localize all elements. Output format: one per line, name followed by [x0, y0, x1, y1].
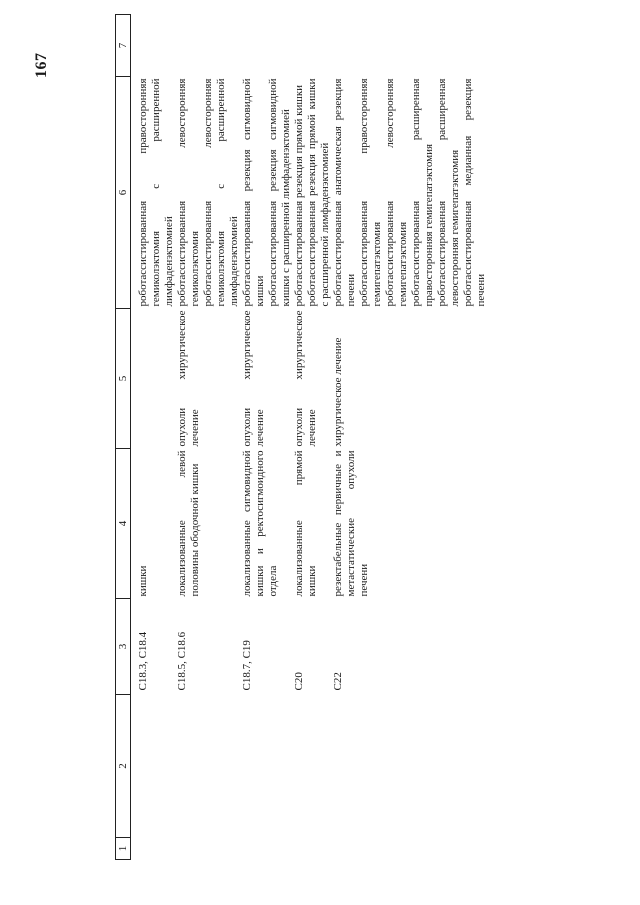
- diagnosis-cell: локализованные левой половины ободочной кишки: [176, 450, 201, 597]
- col-header-6: 6: [116, 77, 131, 309]
- col-header-1: 1: [116, 838, 131, 860]
- method-cell: [131, 77, 177, 309]
- method-item: роботассистированная резекция прямой кишки: [293, 84, 305, 307]
- page-number: 167: [33, 52, 50, 78]
- method-item: роботассистированная правосторонняя гемигепатэктомия: [358, 78, 383, 307]
- diagnosis-cell: резектабельные первичные и метастатические опухоли печени: [332, 450, 370, 597]
- col-header-5: 5: [116, 309, 131, 449]
- method-cell: [332, 77, 488, 309]
- col-header-7: 7: [116, 15, 131, 77]
- icd-code-cell: C18.3, C18.4: [137, 631, 149, 691]
- method-item: роботассистированная левосторонняя гемиколэктомия с расширенной лимфаденэктомией: [202, 78, 240, 307]
- method-item: роботассистированная расширенная правосторонняя гемигепатэктомия: [410, 78, 435, 307]
- table-row: [293, 15, 332, 860]
- table-row: [176, 15, 241, 860]
- diagnosis-cell: локализованные сигмовидной кишки и ректосигмоидного отдела: [241, 450, 279, 597]
- icd-code-cell: C18.5, C18.6: [176, 631, 188, 691]
- header-row: [116, 15, 131, 860]
- method-item: роботассистированная расширенная левосторонняя гемигепатэктомия: [436, 78, 461, 307]
- table-row: [332, 15, 488, 860]
- method-cell: [293, 77, 332, 309]
- table-row: [131, 15, 177, 860]
- treatment-type-cell: опухоли хирургическое лечение: [241, 310, 266, 447]
- medical-procedures-table: [115, 14, 488, 860]
- col-header-3: 3: [116, 599, 131, 695]
- method-item: роботассистированная медианная резекция печени: [462, 78, 487, 307]
- method-cell: [241, 77, 293, 309]
- method-item: роботассистированная правосторонняя гемиколэктомия с расширенной лимфаденэктомией: [137, 78, 175, 307]
- method-item: роботассистированная анатомическая резекция печени: [332, 78, 357, 307]
- icd-code-cell: C22: [332, 672, 344, 691]
- method-item: роботассистированная резекция сигмовидной кишки с расширенной лимфаденэктомией: [267, 78, 292, 307]
- rotated-page: [33, 15, 610, 860]
- diagnosis-cell: локализованные прямой кишки: [293, 450, 318, 597]
- col-header-4: 4: [116, 449, 131, 599]
- icd-code-cell: C20: [293, 672, 305, 691]
- diagnosis-cell: кишки: [137, 565, 149, 597]
- method-cell: [176, 77, 241, 309]
- treatment-type-cell: опухоли хирургическое лечение: [176, 310, 201, 447]
- treatment-type-cell: хирургическое лечение: [332, 337, 344, 447]
- method-item: роботассистированная левосторонняя гемигепатэктомия: [384, 78, 409, 307]
- method-item: роботассистированная резекция сигмовидной кишки: [241, 78, 266, 307]
- method-item: роботассистированная резекция прямой кишки с расширенной лимфаденэктомией: [306, 78, 331, 307]
- col-header-2: 2: [116, 695, 131, 838]
- icd-code-cell: C18.7, C19: [241, 640, 253, 691]
- treatment-type-cell: опухоли хирургическое лечение: [293, 310, 318, 447]
- treatment-type-cell: [131, 309, 177, 449]
- table-row: [241, 15, 293, 860]
- method-item: роботассистированная левосторонняя гемиколэктомия: [176, 78, 201, 307]
